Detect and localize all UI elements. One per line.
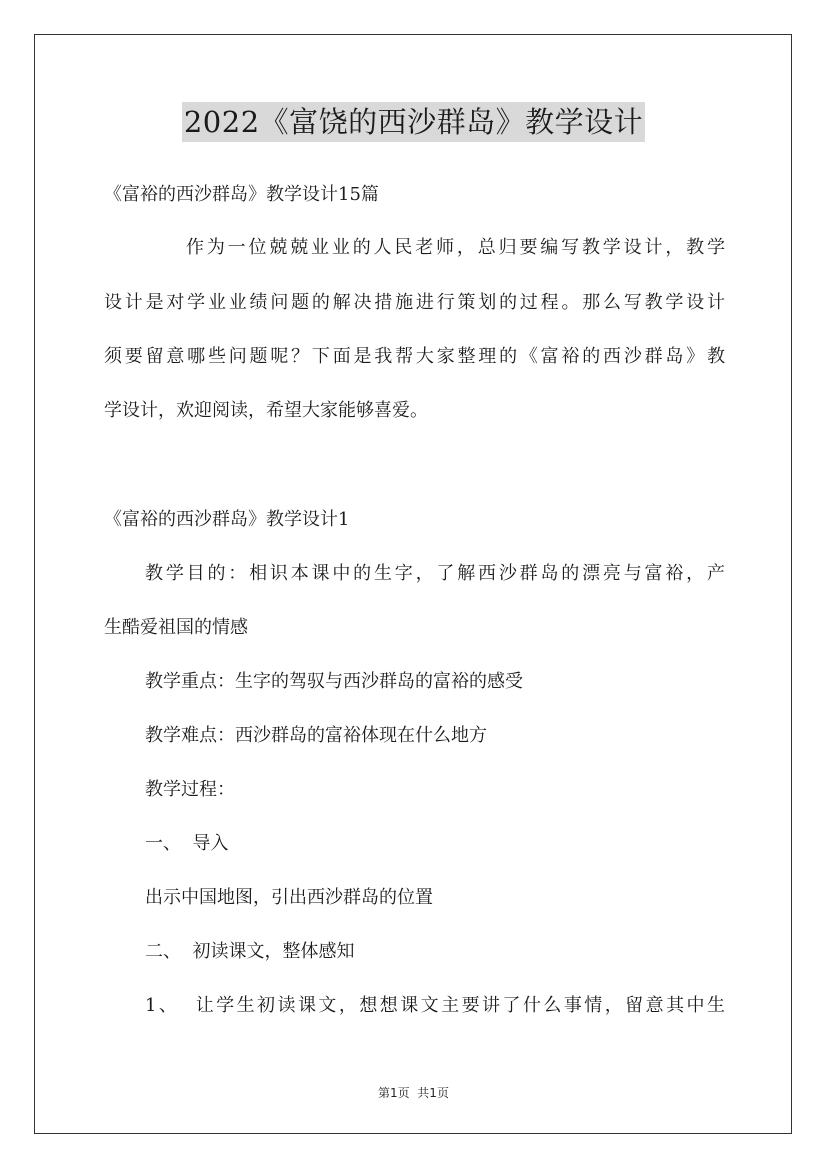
intro-line-1: 作为一位兢兢业业的人民老师，总归要编写教学设计，教学 — [186, 237, 725, 258]
title-container — [0, 102, 827, 142]
step-one-detail: 出示中国地图，引出西沙群岛的位置 — [145, 887, 433, 908]
document-title: 2022《富饶的西沙群岛》教学设计 — [182, 102, 645, 142]
intro-line-3: 须要留意哪些问题呢？下面是我帮大家整理的《富裕的西沙群岛》教 — [104, 346, 725, 367]
key-point: 教学重点：生字的驾驭与西沙群岛的富裕的感受 — [145, 671, 523, 692]
section-heading: 《富裕的西沙群岛》教学设计1 — [104, 509, 350, 530]
step-one: 一、 导入 — [145, 833, 229, 854]
page-number: 第1页 共1页 — [378, 1086, 449, 1100]
step-two: 二、 初读课文，整体感知 — [145, 941, 355, 962]
intro-line-2: 设计是对学业业绩问题的解决措施进行策划的过程。那么写教学设计 — [104, 292, 725, 313]
goal-line-1: 教学目的：相识本课中的生字，了解西沙群岛的漂亮与富裕，产 — [145, 563, 725, 584]
intro-line-4: 学设计，欢迎阅读，希望大家能够喜爱。 — [104, 400, 428, 421]
difficulty: 教学难点：西沙群岛的富裕体现在什么地方 — [145, 725, 487, 746]
process-label: 教学过程： — [145, 779, 235, 800]
page-footer — [0, 1085, 827, 1101]
step-two-item: 1、 让学生初读课文，想想课文主要讲了什么事情，留意其中生 — [145, 995, 725, 1016]
document-subtitle: 《富裕的西沙群岛》教学设计15篇 — [104, 184, 379, 205]
goal-line-2: 生酷爱祖国的情感 — [104, 617, 248, 638]
